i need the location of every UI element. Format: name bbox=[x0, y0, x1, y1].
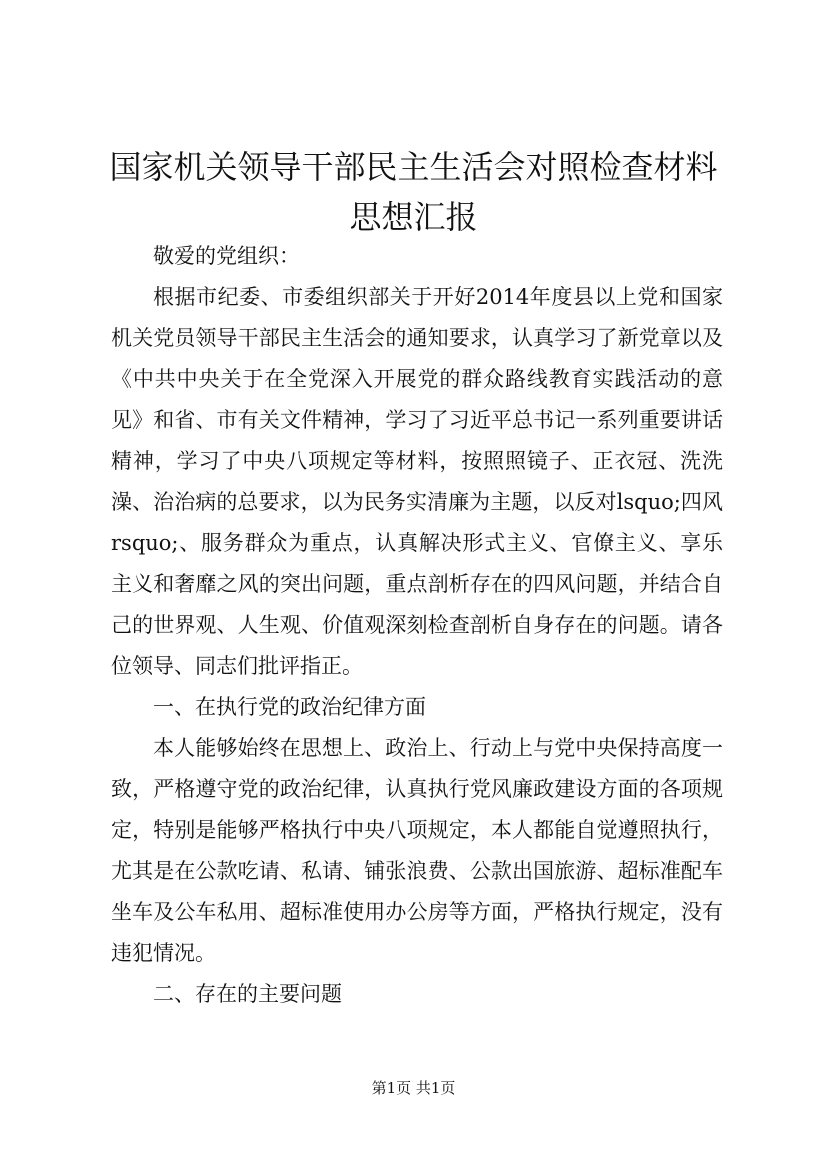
salutation: 敬爱的党组织： bbox=[153, 244, 300, 268]
page-footer: 第1页 共1页 bbox=[371, 1079, 456, 1097]
document-title: 国家机关领导干部民主生活会对照检查材料思想汇报 bbox=[109, 148, 718, 236]
document-body bbox=[111, 236, 723, 1015]
paragraph-intro: 根据市纪委、市委组织部关于开好2014年度县以上党和国家机关党员领导干部民主生活会的通知要求，认真学习了新党章以及《中共中央关于在全党深入开展党的群众路线教育实践活动的意见》和省、市有关文件精神，学习了习近平总书记一系列重要讲话精神，学习了中央八项规定等材料，按照照镜子、正衣冠、洗洗澡、治治病的总要求，以为民务实清廉为主题，以反对lsquo;四风rsquo;、服务群众为重点，认真解决形式主义、官僚主义、享乐主义和奢靡之风的突出问题，重点剖析存在的四风问题，并结合自己的世界观、人生观、价值观深刻检查剖析自身存在的问题。请各位领导、同志们批评指正。 bbox=[111, 285, 723, 678]
section-heading-main-problems: 二、存在的主要问题 bbox=[153, 982, 342, 1006]
paragraph-political-discipline: 本人能够始终在思想上、政治上、行动上与党中央保持高度一致，严格遵守党的政治纪律，认真执行党风廉政建设方面的各项规定，特别是能够严格执行中央八项规定，本人都能自觉遵照执行，尤其是在公款吃请、私请、铺张浪费、公款出国旅游、超标准配车坐车及公车私用、超标准使用办公房等方面，严格执行规定，没有违犯情况。 bbox=[111, 736, 723, 965]
section-heading-political-discipline: 一、在执行党的政治纪律方面 bbox=[153, 695, 426, 719]
